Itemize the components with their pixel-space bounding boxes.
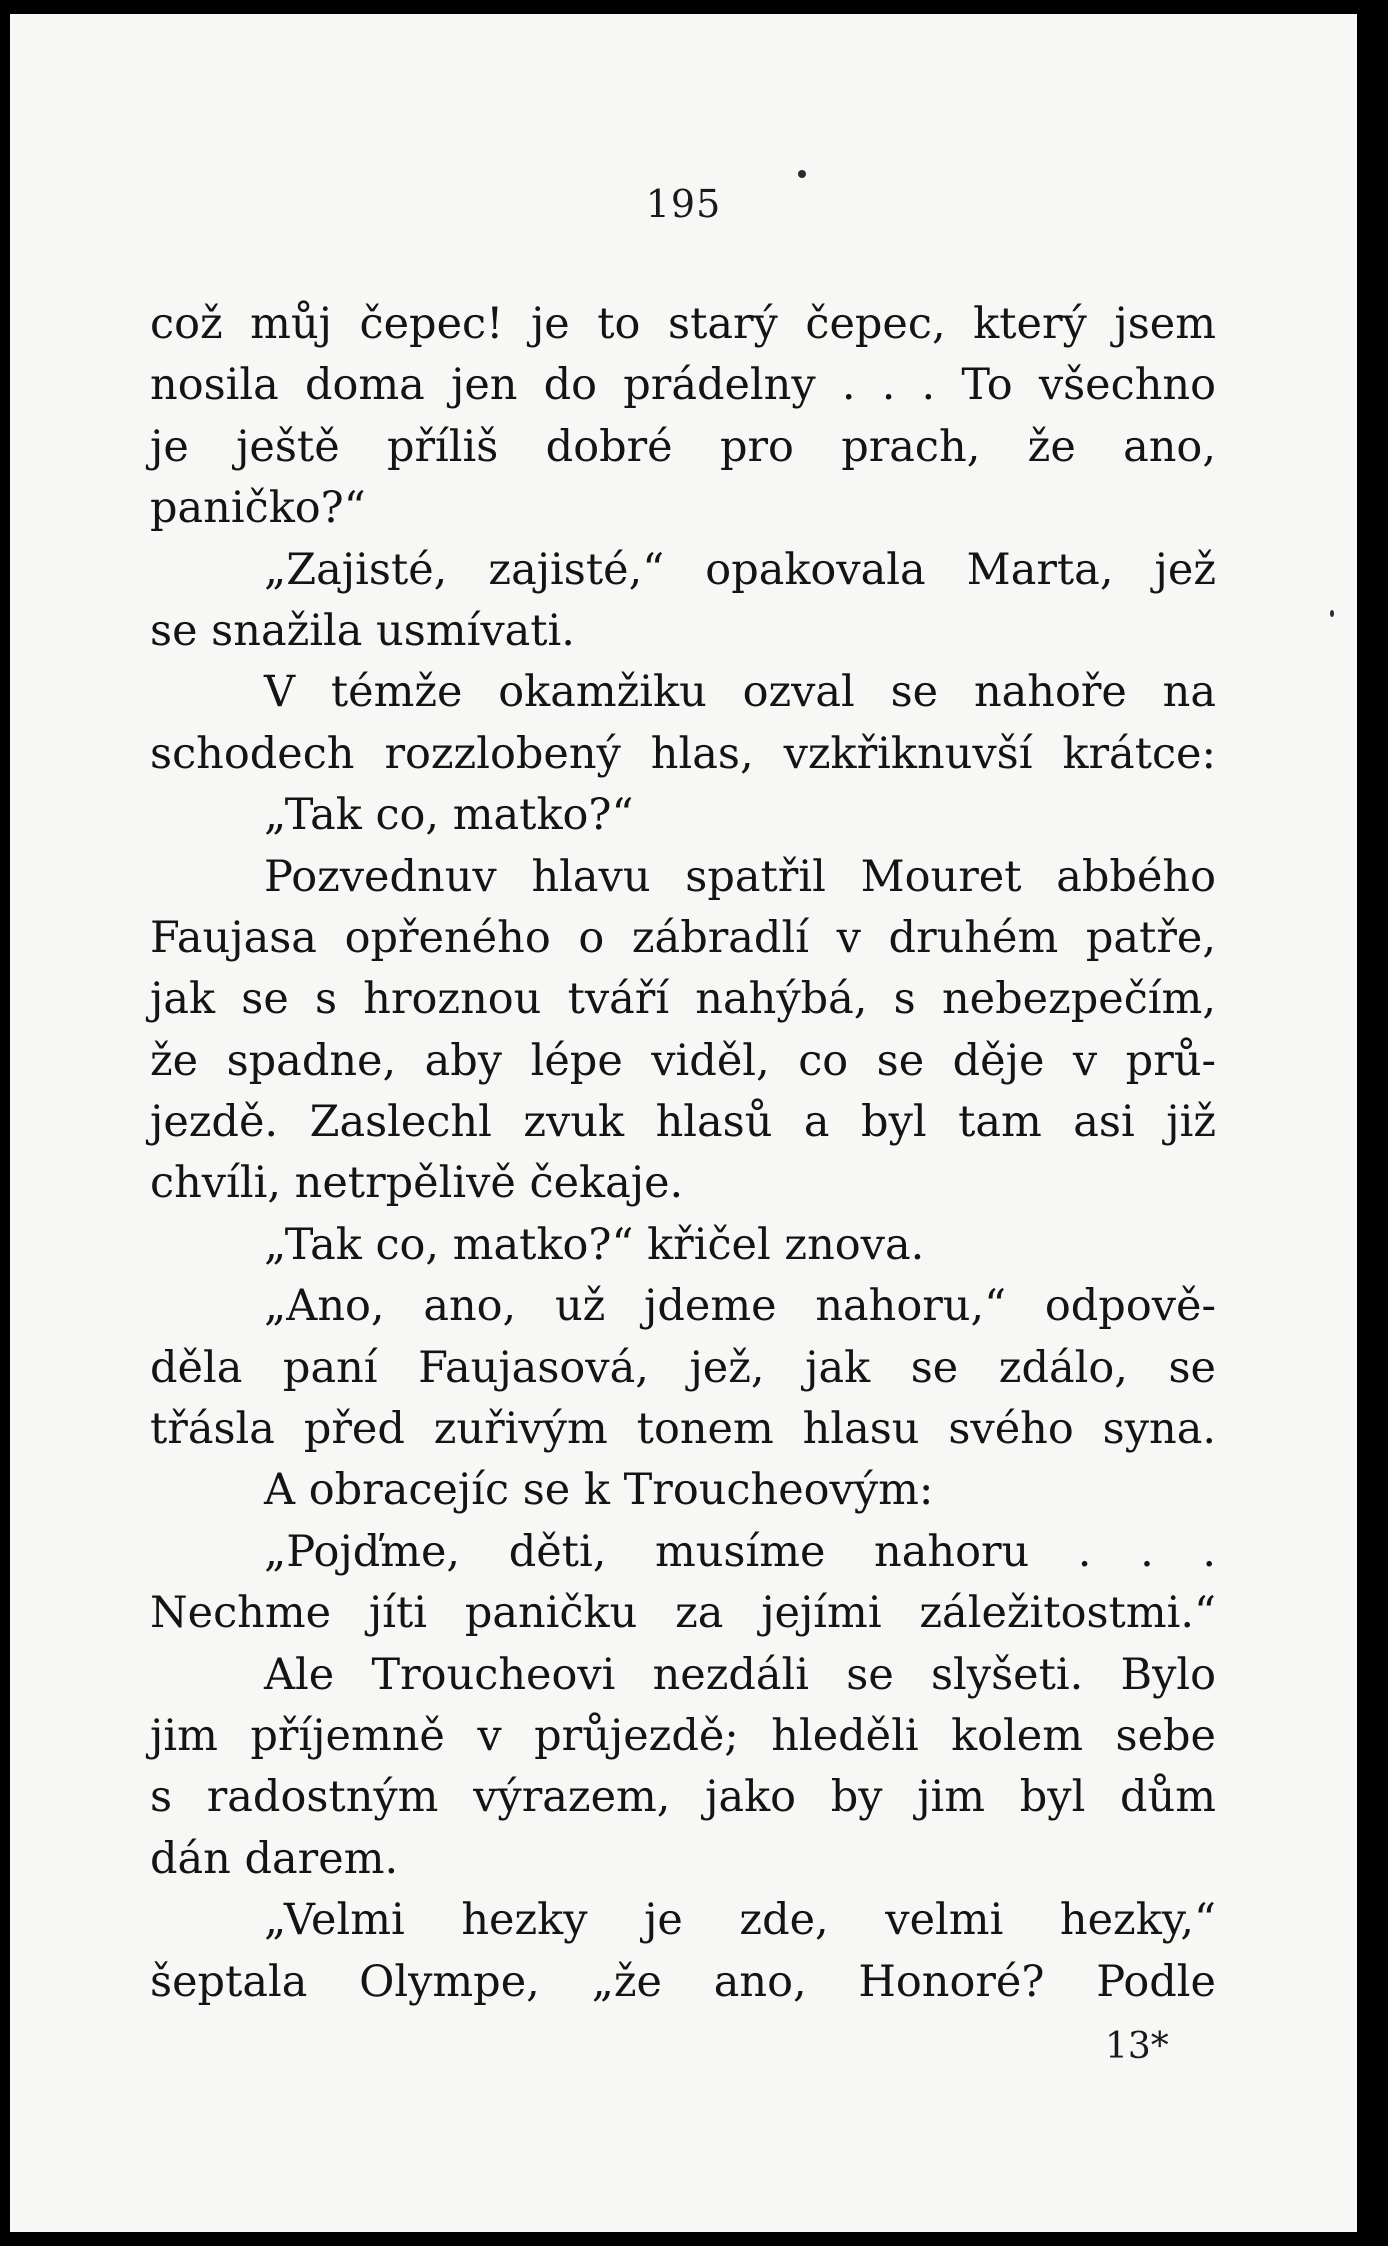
page-number: 195	[645, 182, 722, 226]
text-line: A obracejíc se k Troucheovým:	[264, 1465, 934, 1516]
text-line: nosila doma jen do prádelny . . . To všechno	[150, 360, 1216, 411]
text-line: Faujasa opřeného o zábradlí v druhém patře,	[150, 912, 1216, 963]
text-line: Nechme jíti paničku za jejími záležitostmi.“	[150, 1588, 1216, 1639]
text-line: „Tak co, matko?“ křičel znova.	[264, 1219, 925, 1270]
text-line: „Tak co, matko?“	[264, 790, 634, 841]
ink-speck	[798, 170, 806, 178]
ink-speck	[1330, 610, 1334, 617]
text-line: „Pojďme, děti, musíme nahoru . . .	[264, 1526, 1216, 1577]
book-page	[10, 14, 1357, 2232]
text-line: což můj čepec! je to starý čepec, který jsem	[150, 299, 1216, 349]
text-line: „Zajisté, zajisté,“ opakovala Marta, jež	[264, 544, 1216, 595]
text-line: třásla před zuřivým tonem hlasu svého syna.	[150, 1404, 1216, 1455]
body-text	[150, 294, 1216, 2013]
text-line: se snažila usmívati.	[150, 605, 575, 656]
text-line: jim příjemně v průjezdě; hleděli kolem sebe	[150, 1710, 1216, 1761]
text-line: paničko?“	[150, 483, 366, 534]
text-line: „Ano, ano, už jdeme nahoru,“ odpově-	[264, 1281, 1216, 1332]
text-line: chvíli, netrpělivě čekaje.	[150, 1158, 684, 1209]
text-line: jak se s hroznou tváří nahýbá, s nebezpečím,	[150, 974, 1216, 1025]
text-line: „Velmi hezky je zde, velmi hezky,“	[264, 1895, 1216, 1946]
text-line: děla paní Faujasová, jež, jak se zdálo, se	[150, 1342, 1216, 1393]
text-line: dán darem.	[150, 1833, 399, 1884]
text-line: Pozvednuv hlavu spatřil Mouret abbého	[264, 851, 1216, 902]
text-line: jezdě. Zaslechl zvuk hlasů a byl tam asi již	[150, 1097, 1216, 1148]
text-line: šeptala Olympe, „že ano, Honoré? Podle	[150, 1956, 1216, 2007]
text-line: s radostným výrazem, jako by jim byl dům	[150, 1772, 1216, 1823]
text-line: schodech rozzlobený hlas, vzkřiknuvší krátce:	[150, 728, 1216, 779]
text-line: je ještě příliš dobré pro prach, že ano,	[150, 421, 1216, 472]
text-line: V témže okamžiku ozval se nahoře na	[264, 667, 1216, 718]
text-line: že spadne, aby lépe viděl, co se děje v prů-	[150, 1035, 1216, 1086]
text-line: Ale Troucheovi nezdáli se slyšeti. Bylo	[264, 1649, 1216, 1700]
signature-mark: 13*	[1105, 2026, 1169, 2067]
